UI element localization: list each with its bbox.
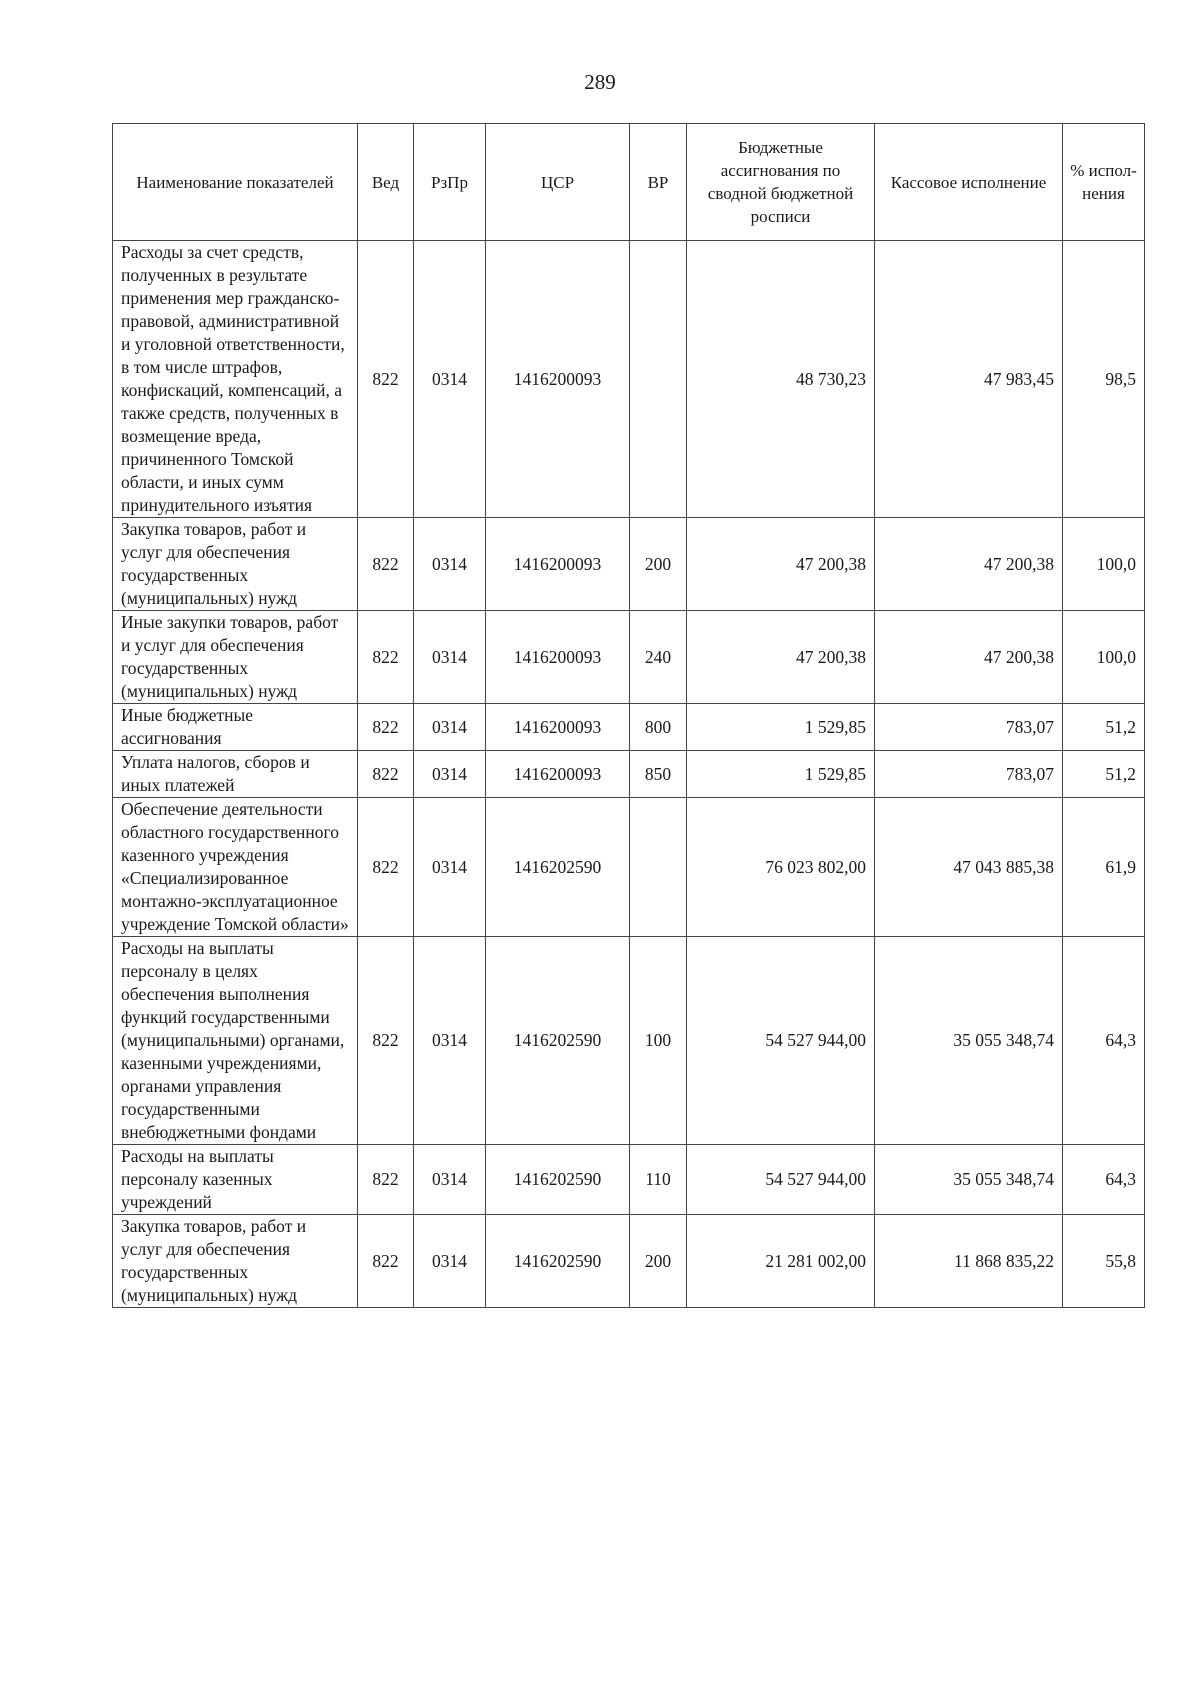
row-ved: 822 — [358, 1145, 414, 1215]
row-budget: 54 527 944,00 — [687, 937, 875, 1145]
row-rzpr: 0314 — [414, 937, 486, 1145]
row-name: Обеспечение деятельности областного государственного казенного учреждения «Специализированное монтажно-эксплуатационное учреждение Томской области» — [113, 798, 358, 937]
row-percent: 64,3 — [1063, 1145, 1145, 1215]
row-percent: 64,3 — [1063, 937, 1145, 1145]
row-cash: 783,07 — [875, 751, 1063, 798]
row-name: Расходы за счет средств, полученных в результате применения мер гражданско-правовой, административной и уголовной ответственности, в том числе штрафов, конфискаций, компенсаций, а также средств, полученных в возмещение вреда, причиненного Томской области, и иных сумм принудительного изъятия — [113, 241, 358, 518]
row-budget: 21 281 002,00 — [687, 1215, 875, 1308]
row-percent: 51,2 — [1063, 751, 1145, 798]
row-csr: 1416202590 — [486, 937, 630, 1145]
row-ved: 822 — [358, 704, 414, 751]
row-name: Расходы на выплаты персоналу в целях обеспечения выполнения функций государственными (муниципальными) органами, казенными учреждениями, органами управления государственными внебюджетными фондами — [113, 937, 358, 1145]
row-rzpr: 0314 — [414, 611, 486, 704]
header-budget: Бюджетные ассигнования по сводной бюджетной росписи — [687, 124, 875, 241]
row-csr: 1416200093 — [486, 751, 630, 798]
row-csr: 1416200093 — [486, 518, 630, 611]
row-ved: 822 — [358, 798, 414, 937]
row-budget: 76 023 802,00 — [687, 798, 875, 937]
row-budget: 1 529,85 — [687, 751, 875, 798]
row-vr: 800 — [630, 704, 687, 751]
row-budget: 47 200,38 — [687, 518, 875, 611]
row-cash: 47 983,45 — [875, 241, 1063, 518]
row-cash: 783,07 — [875, 704, 1063, 751]
row-csr: 1416202590 — [486, 1145, 630, 1215]
table-row — [113, 1215, 1145, 1308]
row-ved: 822 — [358, 241, 414, 518]
row-name: Уплата налогов, сборов и иных платежей — [113, 751, 358, 798]
row-name: Иные закупки товаров, работ и услуг для обеспечения государственных (муниципальных) нужд — [113, 611, 358, 704]
row-vr — [630, 241, 687, 518]
row-budget: 48 730,23 — [687, 241, 875, 518]
table-row — [113, 798, 1145, 937]
row-budget: 47 200,38 — [687, 611, 875, 704]
row-vr: 240 — [630, 611, 687, 704]
row-rzpr: 0314 — [414, 704, 486, 751]
header-name: Наименование показателей — [113, 124, 358, 241]
row-percent: 98,5 — [1063, 241, 1145, 518]
row-percent: 100,0 — [1063, 518, 1145, 611]
header-rzpr: РзПр — [414, 124, 486, 241]
row-cash: 47 043 885,38 — [875, 798, 1063, 937]
row-rzpr: 0314 — [414, 1145, 486, 1215]
table-row — [113, 1145, 1145, 1215]
row-percent: 51,2 — [1063, 704, 1145, 751]
row-cash: 47 200,38 — [875, 518, 1063, 611]
budget-execution-table — [112, 123, 1145, 1308]
table-row — [113, 937, 1145, 1145]
row-vr: 110 — [630, 1145, 687, 1215]
row-budget: 1 529,85 — [687, 704, 875, 751]
row-csr: 1416200093 — [486, 241, 630, 518]
header-ved: Вед — [358, 124, 414, 241]
row-cash: 47 200,38 — [875, 611, 1063, 704]
row-rzpr: 0314 — [414, 751, 486, 798]
header-percent: % испол-нения — [1063, 124, 1145, 241]
row-rzpr: 0314 — [414, 241, 486, 518]
header-csr: ЦСР — [486, 124, 630, 241]
row-rzpr: 0314 — [414, 798, 486, 937]
row-ved: 822 — [358, 937, 414, 1145]
row-csr: 1416200093 — [486, 704, 630, 751]
table-row — [113, 751, 1145, 798]
table-row — [113, 518, 1145, 611]
table-row — [113, 704, 1145, 751]
row-vr — [630, 798, 687, 937]
row-cash: 35 055 348,74 — [875, 937, 1063, 1145]
header-vr: ВР — [630, 124, 687, 241]
table-header-row — [113, 124, 1145, 241]
table-row — [113, 611, 1145, 704]
row-percent: 100,0 — [1063, 611, 1145, 704]
page-number: 289 — [584, 70, 616, 94]
row-name: Расходы на выплаты персоналу казенных учреждений — [113, 1145, 358, 1215]
row-vr: 100 — [630, 937, 687, 1145]
row-ved: 822 — [358, 611, 414, 704]
row-name: Закупка товаров, работ и услуг для обеспечения государственных (муниципальных) нужд — [113, 1215, 358, 1308]
row-budget: 54 527 944,00 — [687, 1145, 875, 1215]
row-cash: 35 055 348,74 — [875, 1145, 1063, 1215]
row-csr: 1416202590 — [486, 798, 630, 937]
row-name: Иные бюджетные ассигнования — [113, 704, 358, 751]
row-vr: 200 — [630, 518, 687, 611]
row-percent: 55,8 — [1063, 1215, 1145, 1308]
row-csr: 1416202590 — [486, 1215, 630, 1308]
table-row — [113, 241, 1145, 518]
row-cash: 11 868 835,22 — [875, 1215, 1063, 1308]
row-percent: 61,9 — [1063, 798, 1145, 937]
row-rzpr: 0314 — [414, 1215, 486, 1308]
row-ved: 822 — [358, 518, 414, 611]
header-cash: Кассовое исполнение — [875, 124, 1063, 241]
row-ved: 822 — [358, 1215, 414, 1308]
row-vr: 200 — [630, 1215, 687, 1308]
row-csr: 1416200093 — [486, 611, 630, 704]
row-vr: 850 — [630, 751, 687, 798]
row-ved: 822 — [358, 751, 414, 798]
row-name: Закупка товаров, работ и услуг для обеспечения государственных (муниципальных) нужд — [113, 518, 358, 611]
row-rzpr: 0314 — [414, 518, 486, 611]
